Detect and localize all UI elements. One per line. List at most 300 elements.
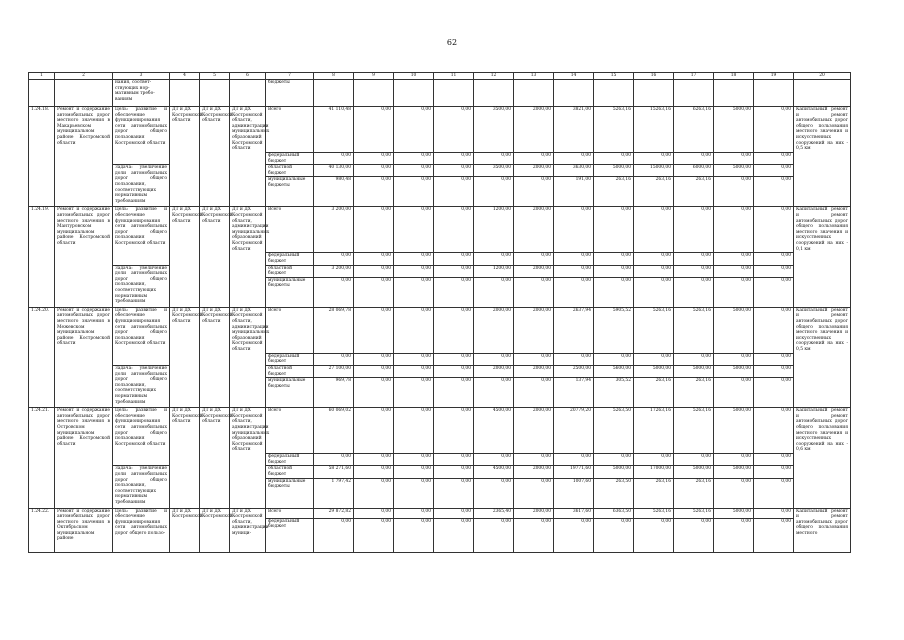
amount-cell: 0,00 — [434, 207, 474, 253]
amount-cell: 0,00 — [514, 253, 554, 265]
funding-source: Всего — [266, 307, 314, 353]
column-number: 9 — [354, 73, 394, 80]
amount-cell: 5000,00 — [714, 508, 754, 518]
amount-cell: 0,00 — [394, 265, 434, 277]
amount-cell: 0,00 — [634, 153, 674, 165]
amount-cell: 0,00 — [514, 478, 554, 508]
amount-cell: 263,16 — [634, 378, 674, 408]
amount-cell: 3 200,00 — [314, 265, 354, 277]
amount-cell: 0,00 — [754, 518, 794, 552]
amount-cell: 0,00 — [674, 353, 714, 365]
amount-cell: 0,00 — [434, 408, 474, 454]
amount-cell: 5000,00 — [714, 165, 754, 177]
column-number: 17 — [674, 73, 714, 80]
column-number: 6 — [230, 73, 266, 80]
amount-cell: 5905,52 — [594, 307, 634, 353]
amount-cell: 0,00 — [474, 454, 514, 466]
amount-cell: 17000,00 — [634, 466, 674, 478]
empty-cell — [474, 80, 514, 107]
amount-cell: 3500,00 — [474, 165, 514, 177]
amount-cell: 0,00 — [434, 165, 474, 177]
amount-cell: 0,00 — [514, 153, 554, 165]
funding-source: областной бюджет — [266, 165, 314, 177]
empty-cell — [794, 80, 851, 107]
amount-cell: 0,00 — [394, 177, 434, 207]
empty-cell — [514, 80, 554, 107]
amount-cell: 0,00 — [754, 253, 794, 265]
amount-cell: 60 069,02 — [314, 408, 354, 454]
column-number: 1 — [29, 73, 55, 80]
amount-cell: 0,00 — [354, 153, 394, 165]
amount-cell: 0,00 — [434, 107, 474, 153]
amount-cell: 0,00 — [354, 365, 394, 377]
amount-cell: 0,00 — [554, 153, 594, 165]
amount-cell: 0,00 — [314, 454, 354, 466]
table-row — [29, 207, 851, 253]
amount-cell: 0,00 — [434, 265, 474, 277]
amount-cell: 0,00 — [434, 508, 474, 518]
measure-goal: Цель: развитие и обеспечение функционирования сети автомобильных дорог общего пользо- — [113, 508, 170, 552]
amount-cell: 0,00 — [754, 478, 794, 508]
amount-cell: 0,00 — [394, 165, 434, 177]
amount-cell: 0,00 — [474, 177, 514, 207]
amount-cell: 263,16 — [674, 478, 714, 508]
amount-cell: 0,00 — [514, 277, 554, 307]
amount-cell: 0,00 — [594, 518, 634, 552]
measure-goal: Цель: развитие и обеспечение функционирования сети автомобильных дорог общего пользования Костромской области — [113, 207, 170, 265]
participants: ДТ и ДХ Костромской области, администрации муниципальных образований Костромской области — [230, 207, 266, 307]
amount-cell: 0,00 — [354, 277, 394, 307]
funding-source: областной бюджет — [266, 265, 314, 277]
amount-cell: 0,00 — [354, 518, 394, 552]
amount-cell: 0,00 — [354, 466, 394, 478]
amount-cell: 0,00 — [434, 253, 474, 265]
amount-cell: 0,00 — [434, 378, 474, 408]
empty-cell — [55, 80, 113, 107]
amount-cell: 0,00 — [754, 177, 794, 207]
funding-source: федеральный бюджет — [266, 454, 314, 466]
empty-cell — [634, 80, 674, 107]
amount-cell: 0,00 — [554, 265, 594, 277]
amount-cell: 2000,00 — [514, 165, 554, 177]
amount-cell: 0,00 — [714, 177, 754, 207]
amount-cell: 0,00 — [434, 277, 474, 307]
participants: ДТ и ДХ Костромской области, администрации муниципальных образований Костромской области — [230, 107, 266, 207]
column-number: 20 — [794, 73, 851, 80]
amount-cell: 2000,00 — [514, 508, 554, 518]
amount-cell: 0,00 — [634, 253, 674, 265]
measure-task: Задача: увеличение доли автомобильных дорог общего пользования, соответствующих нормативным требованиям — [113, 466, 170, 508]
amount-cell: 0,00 — [434, 365, 474, 377]
amount-cell: 3630,00 — [554, 165, 594, 177]
amount-cell: 2500,00 — [554, 365, 594, 377]
amount-cell: 4500,00 — [474, 466, 514, 478]
amount-cell: 17263,16 — [634, 408, 674, 454]
amount-cell: 2000,00 — [514, 365, 554, 377]
amount-cell: 0,00 — [354, 207, 394, 253]
amount-cell: 4500,00 — [474, 408, 514, 454]
funding-source: областной бюджет — [266, 365, 314, 377]
amount-cell: 5000,00 — [674, 365, 714, 377]
amount-cell: 0,00 — [754, 307, 794, 353]
amount-cell: 0,00 — [474, 518, 514, 552]
funding-source: Всего — [266, 408, 314, 454]
amount-cell: 0,00 — [714, 454, 754, 466]
amount-cell: 5000,00 — [714, 307, 754, 353]
amount-cell: 5263,16 — [674, 307, 714, 353]
amount-cell: 1200,00 — [474, 207, 514, 253]
amount-cell: 0,00 — [594, 454, 634, 466]
amount-cell: 0,00 — [714, 207, 754, 253]
goal-continued: нания, соответ- ствующих нор- мативным требо- ваниям — [113, 80, 170, 107]
column-number: 16 — [634, 73, 674, 80]
amount-cell: 5000,00 — [594, 165, 634, 177]
measure-goal: Цель: развитие и обеспечение функционирования сети автомобильных дорог общего пользования Костромской области — [113, 107, 170, 165]
amount-cell: 0,00 — [394, 518, 434, 552]
amount-cell: 15263,16 — [634, 107, 674, 153]
executor: ДТ и ДХ Костромской области — [200, 207, 230, 307]
amount-cell: 19771,60 — [554, 466, 594, 478]
amount-cell: 5000,00 — [674, 466, 714, 478]
amount-cell: 0,00 — [754, 466, 794, 478]
empty-cell — [754, 80, 794, 107]
amount-cell: 0,00 — [634, 207, 674, 253]
amount-cell: 1200,00 — [474, 265, 514, 277]
amount-cell: 0,00 — [394, 508, 434, 518]
amount-cell: 980,48 — [314, 177, 354, 207]
column-number: 2 — [55, 73, 113, 80]
amount-cell: 5263,16 — [634, 508, 674, 518]
amount-cell: 0,00 — [754, 353, 794, 365]
amount-cell: 0,00 — [394, 153, 434, 165]
amount-cell: 0,00 — [714, 277, 754, 307]
amount-cell: 0,00 — [354, 253, 394, 265]
amount-cell: 0,00 — [594, 353, 634, 365]
funding-source-continued: бюджеты — [266, 80, 314, 107]
measure-name: Ремонт и содержание автомобильных дорог местного значения в Октябрьском муниципальном районе — [55, 508, 113, 552]
amount-cell: 0,00 — [754, 265, 794, 277]
amount-cell: 5263,16 — [594, 107, 634, 153]
amount-cell: 0,00 — [394, 378, 434, 408]
executor: ДТ и ДХ Костромской области — [170, 408, 200, 508]
expected-result: Капитальный ремонт и ремонт автомобильных дорог общего пользования местного значения и искусственных сооружений на них - 0,5 км — [794, 107, 851, 207]
amount-cell: 29 872,82 — [314, 508, 354, 518]
executor: ДТ и ДХ Костромской области — [170, 107, 200, 207]
funding-source: муниципальные бюджеты — [266, 177, 314, 207]
amount-cell: 0,00 — [394, 353, 434, 365]
amount-cell: 41 110,48 — [314, 107, 354, 153]
amount-cell: 5000,00 — [594, 466, 634, 478]
amount-cell: 5000,00 — [714, 466, 754, 478]
empty-cell — [674, 80, 714, 107]
amount-cell: 0,00 — [714, 353, 754, 365]
amount-cell: 305,52 — [594, 378, 634, 408]
table-row — [29, 265, 851, 277]
amount-cell: 0,00 — [434, 177, 474, 207]
amount-cell: 0,00 — [434, 153, 474, 165]
column-number: 3 — [113, 73, 170, 80]
amount-cell: 0,00 — [434, 466, 474, 478]
amount-cell: 2637,94 — [554, 307, 594, 353]
table-row — [29, 107, 851, 153]
amount-cell: 1007,60 — [554, 478, 594, 508]
amount-cell: 0,00 — [314, 353, 354, 365]
measure-name: Ремонт и содержание автомобильных дорог местного значения в Макарьевском муниципальном районе Костромской области — [55, 107, 113, 207]
amount-cell: 263,16 — [594, 177, 634, 207]
amount-cell: 0,00 — [394, 207, 434, 253]
participants: ДТ и ДХ Костромской области, администрации муниципальных образований Костромской области — [230, 307, 266, 407]
amount-cell: 6000,00 — [674, 165, 714, 177]
amount-cell: 2000,00 — [514, 107, 554, 153]
amount-cell: 0,00 — [474, 277, 514, 307]
amount-cell: 0,00 — [594, 153, 634, 165]
amount-cell: 263,16 — [634, 478, 674, 508]
amount-cell: 0,00 — [354, 177, 394, 207]
amount-cell: 6363,50 — [594, 508, 634, 518]
row-id: 1.24.18. — [29, 107, 55, 207]
amount-cell: 0,00 — [594, 207, 634, 253]
column-number: 13 — [514, 73, 554, 80]
measure-name: Ремонт и содержание автомобильных дорог местного значения в Мантуровском муниципальном районе Костромской области — [55, 207, 113, 307]
measure-name: Ремонт и содержание автомобильных дорог местного значения в Межевском муниципальном районе Костромской области — [55, 307, 113, 407]
amount-cell: 263,16 — [674, 378, 714, 408]
amount-cell: 0,00 — [674, 277, 714, 307]
executor: ДТ и ДХ Костромской области — [200, 408, 230, 508]
amount-cell: 0,00 — [714, 153, 754, 165]
row-id: 1.24.22. — [29, 508, 55, 552]
amount-cell: 5000,00 — [714, 107, 754, 153]
amount-cell: 0,00 — [754, 277, 794, 307]
empty-cell — [230, 80, 266, 107]
amount-cell: 5600,00 — [594, 365, 634, 377]
amount-cell: 0,00 — [514, 177, 554, 207]
amount-cell: 263,16 — [634, 177, 674, 207]
amount-cell: 0,00 — [634, 265, 674, 277]
amount-cell: 0,00 — [314, 518, 354, 552]
empty-cell — [554, 80, 594, 107]
funding-source: Всего — [266, 107, 314, 153]
page-number: 62 — [446, 38, 458, 47]
amount-cell: 0,00 — [554, 454, 594, 466]
measure-task: Задача: увеличение доли автомобильных дорог общего пользования, соответствующих нормативным требованиям — [113, 365, 170, 407]
amount-cell: 0,00 — [354, 307, 394, 353]
amount-cell: 5263,16 — [674, 508, 714, 518]
amount-cell: 1 797,42 — [314, 478, 354, 508]
amount-cell: 0,00 — [434, 353, 474, 365]
amount-cell: 0,00 — [394, 466, 434, 478]
table-row — [29, 307, 851, 353]
amount-cell: 0,00 — [674, 253, 714, 265]
amount-cell: 0,00 — [354, 478, 394, 508]
amount-cell: 0,00 — [354, 508, 394, 518]
amount-cell: 2000,00 — [514, 265, 554, 277]
column-number: 10 — [394, 73, 434, 80]
empty-cell — [354, 80, 394, 107]
amount-cell: 0,00 — [354, 378, 394, 408]
amount-cell: 0,00 — [714, 265, 754, 277]
amount-cell: 2000,00 — [474, 365, 514, 377]
column-number: 4 — [170, 73, 200, 80]
amount-cell: 0,00 — [474, 253, 514, 265]
amount-cell: 0,00 — [674, 518, 714, 552]
amount-cell: 0,00 — [314, 277, 354, 307]
column-number: 18 — [714, 73, 754, 80]
amount-cell: 0,00 — [754, 207, 794, 253]
amount-cell: 5263,16 — [674, 408, 714, 454]
measure-goal: Цель: развитие и обеспечение функционирования сети автомобильных дорог общего пользования Костромской области — [113, 307, 170, 365]
amount-cell: 0,00 — [434, 518, 474, 552]
amount-cell: 3 200,00 — [314, 207, 354, 253]
amount-cell: 0,00 — [394, 253, 434, 265]
column-number: 14 — [554, 73, 594, 80]
amount-cell: 5000,00 — [634, 365, 674, 377]
amount-cell: 0,00 — [394, 107, 434, 153]
amount-cell: 0,00 — [514, 454, 554, 466]
amount-cell: 0,00 — [754, 378, 794, 408]
table-row — [29, 165, 851, 177]
amount-cell: 3500,00 — [474, 107, 514, 153]
amount-cell: 0,00 — [514, 378, 554, 408]
amount-cell: 0,00 — [394, 478, 434, 508]
funding-source: областной бюджет — [266, 466, 314, 478]
amount-cell: 0,00 — [314, 153, 354, 165]
column-number: 11 — [434, 73, 474, 80]
financing-table — [28, 72, 851, 553]
empty-cell — [434, 80, 474, 107]
amount-cell: 0,00 — [754, 107, 794, 153]
amount-cell: 0,00 — [434, 454, 474, 466]
amount-cell: 5000,00 — [714, 408, 754, 454]
amount-cell: 0,00 — [554, 253, 594, 265]
amount-cell: 0,00 — [394, 365, 434, 377]
amount-cell: 3821,00 — [554, 107, 594, 153]
amount-cell: 191,00 — [554, 177, 594, 207]
executor: ДТ и ДХ Костромской области — [200, 307, 230, 407]
amount-cell: 28 069,78 — [314, 307, 354, 353]
amount-cell: 6263,16 — [674, 107, 714, 153]
executor: ДТ и ДХ Костромской области — [170, 307, 200, 407]
table-row — [29, 466, 851, 478]
amount-cell: 5263,50 — [594, 408, 634, 454]
measure-task: Задача: увеличение доли автомобильных дорог общего пользования, соответствующих нормативным требованиям — [113, 265, 170, 307]
amount-cell: 0,00 — [714, 518, 754, 552]
amount-cell: 0,00 — [474, 478, 514, 508]
funding-source: муниципальные бюджеты — [266, 277, 314, 307]
funding-source: Всего — [266, 508, 314, 518]
funding-source: муниципальные бюджеты — [266, 378, 314, 408]
amount-cell: 2000,00 — [514, 408, 554, 454]
amount-cell: 3617,60 — [554, 508, 594, 518]
amount-cell: 0,00 — [354, 408, 394, 454]
amount-cell: 5000,00 — [714, 365, 754, 377]
amount-cell: 0,00 — [514, 518, 554, 552]
executor: ДТ и ДХ Костромской области — [170, 207, 200, 307]
amount-cell: 0,00 — [554, 518, 594, 552]
amount-cell: 0,00 — [354, 353, 394, 365]
funding-source: федеральный бюджет — [266, 153, 314, 165]
amount-cell: 0,00 — [394, 277, 434, 307]
amount-cell: 0,00 — [594, 265, 634, 277]
amount-cell: 0,00 — [354, 265, 394, 277]
amount-cell: 0,00 — [754, 153, 794, 165]
amount-cell: 2000,00 — [514, 207, 554, 253]
participants: ДТ и ДХ Костромской области, администрации муниципальных образований Костромской области — [230, 408, 266, 508]
column-number: 5 — [200, 73, 230, 80]
amount-cell: 0,00 — [634, 454, 674, 466]
funding-source: федеральный бюджет — [266, 253, 314, 265]
program-table-sheet — [28, 72, 850, 592]
funding-source: Всего — [266, 207, 314, 253]
measure-task: Задача: увеличение доли автомобильных дорог общего пользования, соответствующих нормативным требованиям — [113, 165, 170, 207]
executor: ДТ и ДХ Костромской области — [200, 107, 230, 207]
amount-cell: 2000,00 — [514, 307, 554, 353]
amount-cell: 0,00 — [754, 408, 794, 454]
column-number-row — [29, 73, 851, 80]
amount-cell: 0,00 — [354, 454, 394, 466]
funding-source: федеральный бюджет — [266, 518, 314, 552]
continuation-row — [29, 80, 851, 107]
amount-cell: 263,16 — [674, 177, 714, 207]
amount-cell: 5263,16 — [634, 307, 674, 353]
measure-goal: Цель: развитие и обеспечение функционирования сети автомобильных дорог общего пользования Костромской области — [113, 408, 170, 466]
amount-cell: 0,00 — [394, 307, 434, 353]
amount-cell: 0,00 — [554, 353, 594, 365]
participants: ДТ и ДХ Костромской области, администрации муници- — [230, 508, 266, 552]
amount-cell: 0,00 — [674, 153, 714, 165]
amount-cell: 0,00 — [394, 408, 434, 454]
amount-cell: 0,00 — [474, 353, 514, 365]
amount-cell: 2000,00 — [514, 466, 554, 478]
amount-cell: 2000,00 — [474, 307, 514, 353]
amount-cell: 0,00 — [354, 165, 394, 177]
amount-cell: 0,00 — [474, 378, 514, 408]
empty-cell — [714, 80, 754, 107]
amount-cell: 58 271,60 — [314, 466, 354, 478]
amount-cell: 0,00 — [434, 478, 474, 508]
executor: ДТ и ДХ Костромской — [200, 508, 230, 552]
amount-cell: 0,00 — [754, 508, 794, 518]
amount-cell: 0,00 — [714, 253, 754, 265]
column-number: 8 — [314, 73, 354, 80]
executor: ДТ и ДХ Костромской — [170, 508, 200, 552]
amount-cell: 20779,20 — [554, 408, 594, 454]
table-row — [29, 408, 851, 454]
amount-cell: 969,78 — [314, 378, 354, 408]
row-id: 1.24.20. — [29, 307, 55, 407]
empty-cell — [29, 80, 55, 107]
amount-cell: 0,00 — [754, 165, 794, 177]
column-number: 12 — [474, 73, 514, 80]
column-number: 7 — [266, 73, 314, 80]
empty-cell — [170, 80, 200, 107]
amount-cell: 0,00 — [354, 107, 394, 153]
amount-cell: 0,00 — [314, 253, 354, 265]
amount-cell: 0,00 — [394, 454, 434, 466]
amount-cell: 15000,00 — [634, 165, 674, 177]
funding-source: федеральный бюджет — [266, 353, 314, 365]
amount-cell: 0,00 — [434, 307, 474, 353]
amount-cell: 0,00 — [634, 518, 674, 552]
amount-cell: 2365,40 — [474, 508, 514, 518]
amount-cell: 0,00 — [594, 277, 634, 307]
row-id: 1.24.21. — [29, 408, 55, 508]
column-number: 15 — [594, 73, 634, 80]
amount-cell: 0,00 — [754, 365, 794, 377]
amount-cell: 0,00 — [634, 277, 674, 307]
amount-cell: 0,00 — [554, 277, 594, 307]
amount-cell: 0,00 — [674, 207, 714, 253]
amount-cell: 0,00 — [674, 454, 714, 466]
